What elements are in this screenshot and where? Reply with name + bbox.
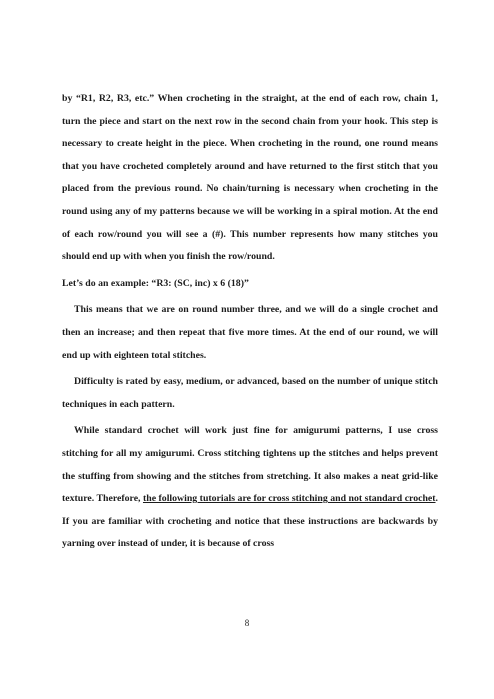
paragraph-cross-stitching	[62, 420, 438, 556]
page-number: 8	[244, 618, 250, 628]
text-segment: Difficulty is rated by easy, medium, or advanced, based on the number of unique stitch techniques in each pattern.	[62, 376, 438, 410]
underlined-text-segment: the following tutorials are for cross stitching and not standard crochet	[142, 493, 436, 505]
paragraph-difficulty	[62, 371, 438, 416]
body-text	[62, 88, 438, 560]
paragraph-rows-rounds	[62, 88, 438, 269]
text-segment: While standard crochet will work just fine for amigurumi patterns, I use cross stitching for all my amigurumi. Cross stitching tightens up the stitches and helps prevent the stuffing from showing and the stitches from stretching. It also makes a neat grid-like texture. Therefore,	[62, 425, 438, 505]
paragraph-example	[62, 273, 438, 296]
text-segment: Let’s do an example: “R3: (SC, inc) x 6 (18)”	[62, 277, 249, 289]
paragraph-example-explanation	[62, 299, 438, 367]
text-segment: by “R1, R2, R3, etc.” When crocheting in the straight, at the end of each row, chain 1, turn the piece and start on the next row in the second chain from your hook. This step is necessary to create height in the piece. When crocheting in the round, one round means that you have crocheted completely around and have returned to the first stitch that you placed from the previous round. No chain/turning is necessary when crocheting in the round using any of my patterns because we will be working in a spiral motion. At the end of each row/round you will see a (#). This number represents how many stitches you should end up with when you finish the row/round.	[62, 93, 438, 263]
text-segment: This means that we are on round number three, and we will do a single crochet and then an increase; and then repeat that five more times. At the end of our round, we will end up with eighteen total stitches.	[62, 304, 438, 361]
text-segment: . If you are familiar with crocheting and notice that these instructions are backwards by yarning over instead of under, it is because of cross	[62, 493, 438, 550]
